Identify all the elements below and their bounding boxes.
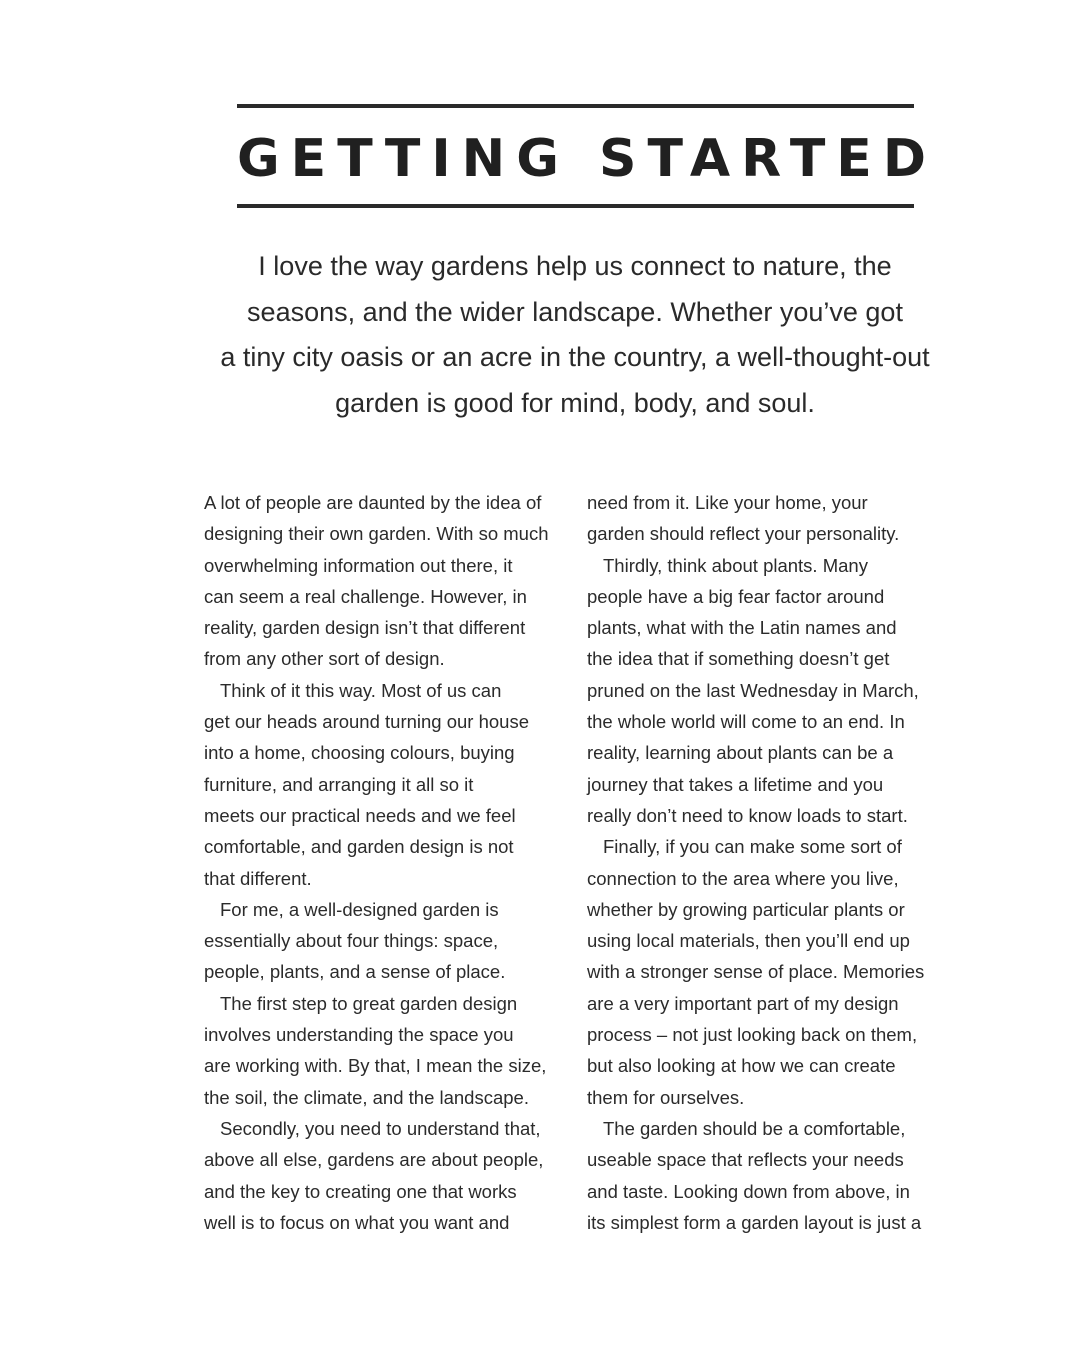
text-line: Thirdly, think about plants. Many bbox=[603, 554, 868, 576]
text-line: and the key to creating one that works bbox=[204, 1180, 517, 1202]
text-line: into a home, choosing colours, buying bbox=[204, 742, 515, 764]
text-line: comfortable, and garden design is not bbox=[204, 836, 514, 858]
text-line: are a very important part of my design bbox=[587, 992, 899, 1014]
intro-line: seasons, and the wider landscape. Whether you’ve got bbox=[247, 296, 903, 327]
title-rule-top bbox=[237, 104, 914, 108]
text-line: The garden should be a comfortable, bbox=[603, 1117, 906, 1139]
text-line: Secondly, you need to understand that, bbox=[220, 1117, 541, 1139]
text-line: get our heads around turning our house bbox=[204, 711, 530, 733]
text-line: useable space that reflects your needs bbox=[587, 1149, 904, 1171]
text-line: involves understanding the space you bbox=[204, 1024, 514, 1046]
text-line: plants, what with the Latin names and bbox=[587, 617, 897, 639]
text-line: people have a big fear factor around bbox=[587, 585, 885, 607]
text-line: Finally, if you can make some sort of bbox=[603, 836, 902, 858]
text-line: Think of it this way. Most of us can bbox=[220, 679, 502, 701]
text-line: A lot of people are daunted by the idea of bbox=[204, 492, 542, 513]
text-line: using local materials, then you’ll end up bbox=[587, 930, 910, 952]
text-line: garden should reflect your personality. bbox=[587, 523, 900, 545]
text-line: pruned on the last Wednesday in March, bbox=[587, 679, 919, 701]
text-line: the soil, the climate, and the landscape. bbox=[204, 1086, 529, 1108]
text-line: meets our practical needs and we feel bbox=[204, 804, 516, 826]
text-line: For me, a well-designed garden is bbox=[220, 898, 499, 920]
text-line: and taste. Looking down from above, in bbox=[587, 1180, 910, 1202]
intro-line: a tiny city oasis or an acre in the country, a well-thought-out bbox=[220, 342, 930, 372]
body-column-right bbox=[587, 487, 957, 1238]
text-line: its simplest form a garden layout is just a bbox=[587, 1211, 922, 1233]
text-line: them for ourselves. bbox=[587, 1086, 745, 1108]
text-line: that different. bbox=[204, 867, 312, 889]
text-line: with a stronger sense of place. Memories bbox=[587, 961, 925, 983]
text-line: people, plants, and a sense of place. bbox=[204, 961, 506, 983]
text-line: reality, garden design isn’t that different bbox=[204, 617, 526, 639]
title-rule-bottom bbox=[237, 204, 914, 208]
body-column-left bbox=[204, 487, 574, 1238]
text-line: essentially about four things: space, bbox=[204, 930, 499, 952]
text-line: whether by growing particular plants or bbox=[587, 898, 905, 920]
text-line: well is to focus on what you want and bbox=[204, 1211, 510, 1233]
text-line: can seem a real challenge. However, in bbox=[204, 585, 527, 607]
text-line: are working with. By that, I mean the size, bbox=[204, 1055, 547, 1077]
intro-paragraph bbox=[200, 244, 950, 426]
text-line: the idea that if something doesn’t get bbox=[587, 648, 890, 670]
text-line: above all else, gardens are about people, bbox=[204, 1149, 544, 1171]
text-line: process – not just looking back on them, bbox=[587, 1024, 918, 1046]
text-line: designing their own garden. With so much bbox=[204, 523, 549, 545]
text-line: need from it. Like your home, your bbox=[587, 492, 868, 513]
text-line: from any other sort of design. bbox=[204, 648, 445, 670]
text-line: reality, learning about plants can be a bbox=[587, 742, 894, 764]
text-line: the whole world will come to an end. In bbox=[587, 711, 905, 733]
text-line: furniture, and arranging it all so it bbox=[204, 773, 474, 795]
text-line: but also looking at how we can create bbox=[587, 1055, 896, 1077]
text-line: The first step to great garden design bbox=[220, 992, 518, 1014]
page-title: GETTING STARTED bbox=[237, 129, 937, 189]
text-line: connection to the area where you live, bbox=[587, 867, 899, 889]
intro-line: I love the way gardens help us connect to nature, the bbox=[258, 251, 892, 281]
text-line: overwhelming information out there, it bbox=[204, 554, 513, 576]
intro-line: garden is good for mind, body, and soul. bbox=[335, 387, 815, 418]
text-line: really don’t need to know loads to start. bbox=[587, 804, 908, 826]
text-line: journey that takes a lifetime and you bbox=[587, 773, 884, 795]
